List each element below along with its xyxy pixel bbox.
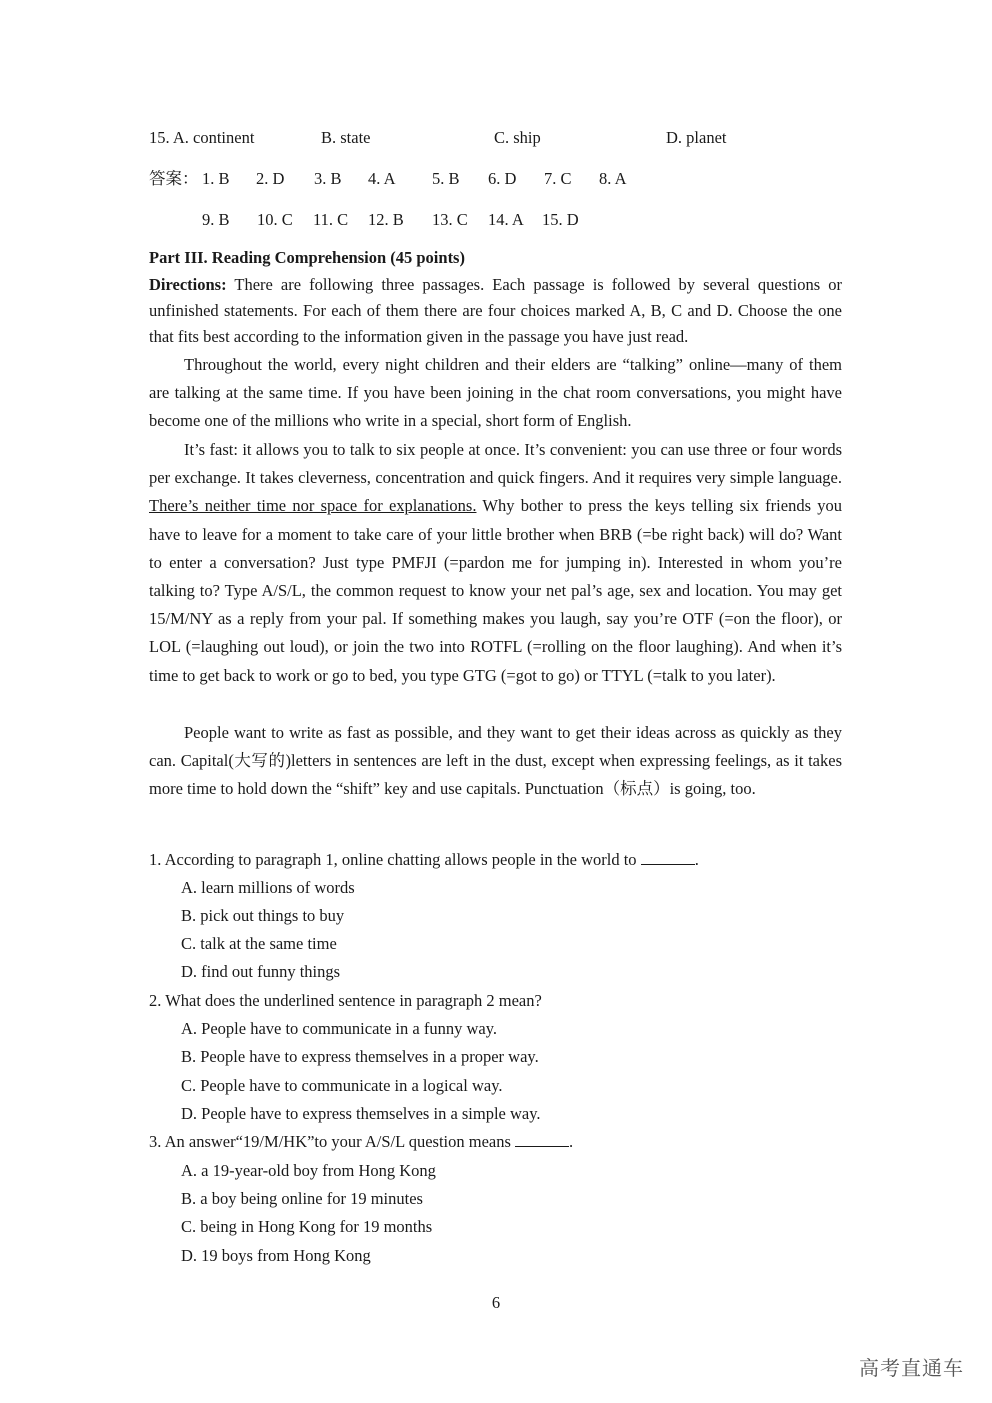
question-stem: 2. What does the underlined sentence in paragraph 2 mean? <box>149 991 542 1010</box>
question-1-text: 1. According to paragraph 1, online chatting allows people in the world to <box>149 850 641 869</box>
page-number: 6 <box>491 1293 501 1312</box>
q15-option-b: B. state <box>321 128 371 147</box>
option-c: C. being in Hong Kong for 19 months <box>181 1217 433 1236</box>
answer-item: 3. B <box>314 169 342 188</box>
option-b: B. a boy being online for 19 minutes <box>181 1189 423 1208</box>
option-d: D. find out funny things <box>181 962 341 981</box>
option-a: A. People have to communicate in a funny way. <box>181 1019 498 1038</box>
answer-blank <box>515 1132 569 1147</box>
q15-option-a: 15. A. continent <box>149 128 255 147</box>
passage-paragraph-2 <box>149 436 842 690</box>
answer-item: 5. B <box>432 169 460 188</box>
option-c: C. talk at the same time <box>181 934 337 953</box>
answer-item: 9. B <box>202 210 230 229</box>
option-d: D. 19 boys from Hong Kong <box>181 1246 371 1265</box>
answer-item: 4. A <box>368 169 396 188</box>
paragraph-2-text: It’s fast: it allows you to talk to six people at once. It’s convenient: you can use three or four words per exchange. It takes cleverness, concentration and quick fingers. And it requires very simple language. <box>149 440 842 488</box>
answer-item: 14. A <box>488 210 524 229</box>
answer-item: 11. C <box>313 210 349 229</box>
question-stem <box>149 1132 573 1152</box>
passage-paragraph-3: People want to write as fast as possible, and they want to get their ideas across as quickly as they can. Capital(大写的)letters in sentences are left in the dust, except when expressing feelings, as it takes more time to hold down the “shift” key and use capitals. Punctuation（标点）is going, too. <box>149 723 842 799</box>
question-3-end: . <box>569 1132 574 1151</box>
paragraph-2-text-cont: Why bother to press the keys telling six friends you have to leave for a moment to take care of your little brother when BRB (=be right back) will do? Want to enter a conversation? Just type PMFJI (=pardon me for jumping in). Interested in whom you’re talking to? Type A/S/L, the common request to know your net pal’s age, sex and location. You may get 15/M/NY as a reply from your pal. If something makes you laugh, say you’re OTF (=on the floor), or LOL (=laughing out loud), or join the two into ROTFL (=rolling on the floor laughing). And when it’s time to get back to work or go to bed, you type GTG (=got to go) or TTYL (=talk to you later). <box>149 496 842 685</box>
directions-label: Directions: <box>149 275 227 294</box>
option-b: B. pick out things to buy <box>181 906 345 925</box>
q15-option-d: D. planet <box>666 128 727 147</box>
answer-item: 2. D <box>256 169 285 188</box>
answer-label: 答案： <box>149 169 199 188</box>
question-3-text: 3. An answer“19/M/HK”to your A/S/L question means <box>149 1132 516 1151</box>
answer-item: 7. C <box>544 169 572 188</box>
directions-text: There are following three passages. Each passage is followed by several questions or unfinished statements. For each of them there are four choices marked A, B, C and D. Choose the one that fits best according to the information given in the passage you have just read. <box>149 275 842 346</box>
watermark: 高考直通车 <box>859 1356 964 1380</box>
answer-item: 12. B <box>368 210 404 229</box>
section-heading: Part III. Reading Comprehension (45 points) <box>149 248 465 267</box>
question-1-end: . <box>694 850 699 869</box>
answer-blank <box>641 850 695 865</box>
option-d: D. People have to express themselves in a simple way. <box>181 1104 541 1123</box>
answer-item: 15. D <box>542 210 579 229</box>
passage-paragraph-1: Throughout the world, every night children and their elders are “talking” online—many of them are talking at the same time. If you have been joining in the chat room conversations, you might have become one of the millions who write in a special, short form of English. <box>149 355 842 431</box>
answer-item: 6. D <box>488 169 517 188</box>
answer-item: 10. C <box>257 210 293 229</box>
question-stem <box>149 850 699 870</box>
answer-item: 1. B <box>202 169 230 188</box>
answer-item: 8. A <box>599 169 627 188</box>
option-a: A. a 19-year-old boy from Hong Kong <box>181 1161 436 1180</box>
directions <box>149 272 842 350</box>
answer-item: 13. C <box>432 210 468 229</box>
q15-option-c: C. ship <box>494 128 541 147</box>
underlined-sentence: There’s neither time nor space for explanations. <box>149 496 477 516</box>
option-b: B. People have to express themselves in a proper way. <box>181 1047 539 1066</box>
option-c: C. People have to communicate in a logical way. <box>181 1076 503 1095</box>
option-a: A. learn millions of words <box>181 878 355 897</box>
